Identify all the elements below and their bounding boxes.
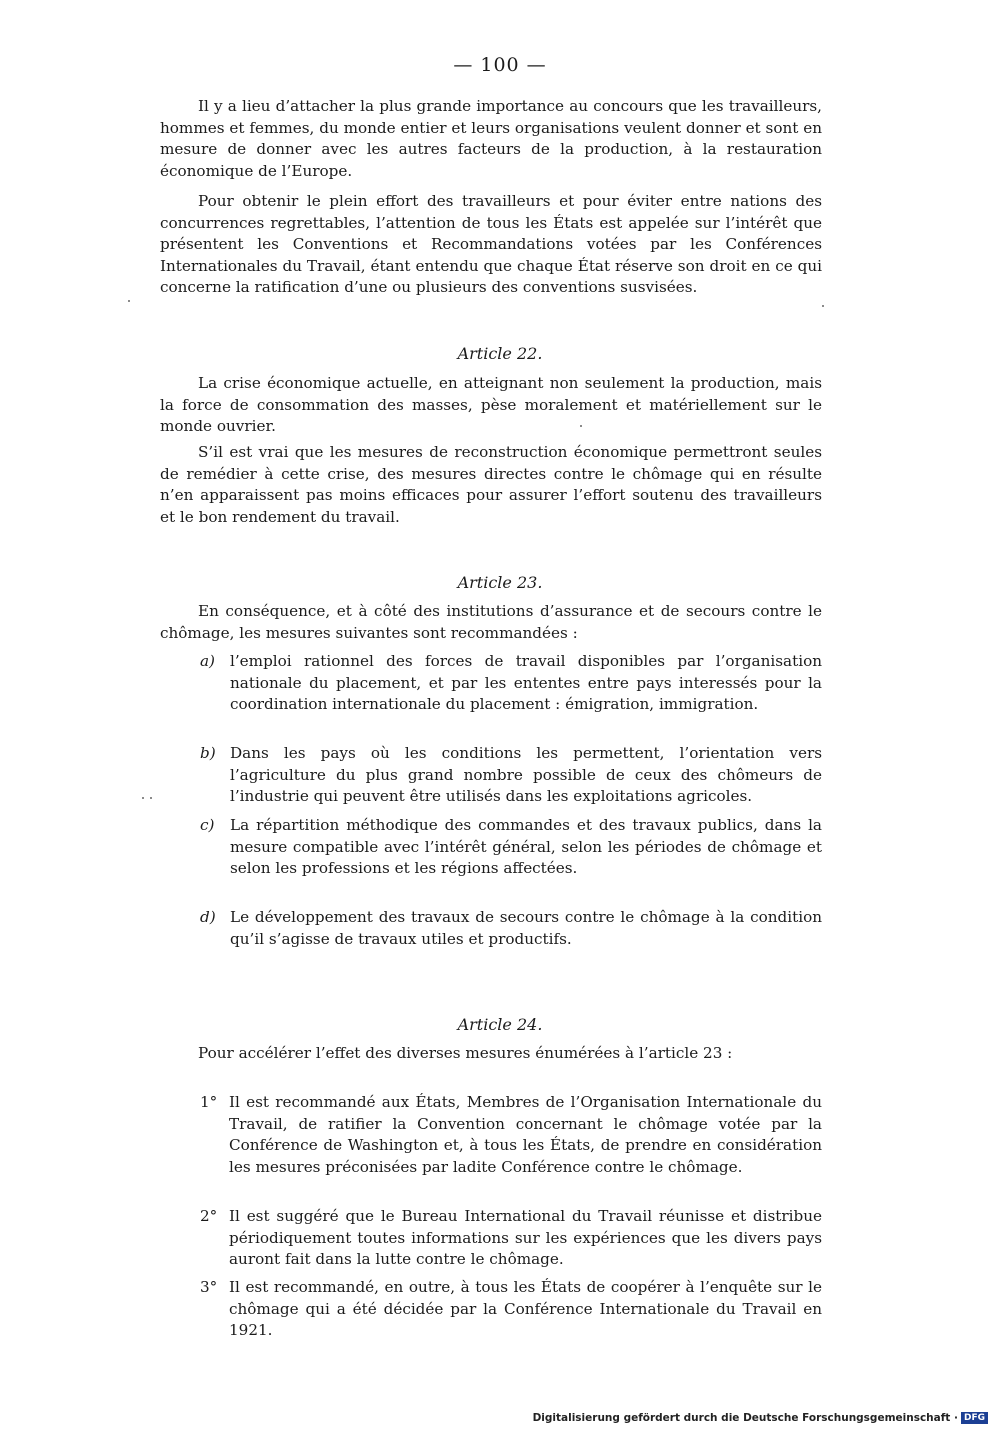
scan-speck xyxy=(580,425,582,427)
list-marker: 3° xyxy=(200,1278,218,1296)
article-paragraph: S’il est vrai que les mesures de reconstruction économique permettront seules de remédier à cette crise, des mesures directes contre le chômage qui en résulte n’en apparaissent pas moins efficaces pour assurer l’effort soutenu des travailleurs et le bon rendement du travail. xyxy=(160,443,822,526)
dfg-logo-icon: DFG xyxy=(961,1412,988,1424)
list-marker: 1° xyxy=(200,1093,218,1111)
list-marker: c) xyxy=(200,816,215,834)
list-item-text: Dans les pays où les conditions les permettent, l’orientation vers l’agriculture du plus grand nombre possible de ceux des chômeurs de l’industrie qui peuvent être utilisés dans les exploitations agricoles. xyxy=(230,744,822,806)
article-24-heading: Article 24. xyxy=(457,1015,543,1034)
list-marker: 2° xyxy=(200,1207,218,1225)
list-item xyxy=(200,743,822,808)
article-22-paragraph-1 xyxy=(160,373,822,438)
list-item xyxy=(200,907,822,950)
scan-speck xyxy=(150,797,152,799)
article-23-intro xyxy=(160,601,822,644)
intro-paragraph: Il y a lieu d’attacher la plus grande importance au concours que les travailleurs, hommes et femmes, du monde entier et leurs organisations veulent donner et sont en mesure de donner avec les autres facteurs de la production, à la restauration économique de l’Europe. xyxy=(160,97,822,180)
list-marker: a) xyxy=(200,652,215,670)
scan-speck xyxy=(128,300,130,302)
list-item-text: Il est recommandé, en outre, à tous les États de coopérer à l’enquête sur le chômage qui a été décidée par la Conférence Internationale du Travail en 1921. xyxy=(229,1278,822,1340)
list-marker: b) xyxy=(200,744,216,762)
intro-paragraph: Pour obtenir le plein effort des travailleurs et pour éviter entre nations des concurrences regrettables, l’attention de tous les États est appelée sur l’intérêt que présentent les Conventions et Recommandations votées par les Conférences Internationales du Travail, étant entendu que chaque État réserve son droit en ce qui concerne la ratification d’une ou plusieurs des conventions susvisées. xyxy=(160,192,822,297)
intro-section xyxy=(160,96,822,182)
article-23-heading: Article 23. xyxy=(457,573,543,592)
page-number: — 100 — xyxy=(453,54,547,76)
article-paragraph: En conséquence, et à côté des institutions d’assurance et de secours contre le chômage, les mesures suivantes sont recommandées : xyxy=(160,602,822,642)
list-item-text: La répartition méthodique des commandes et des travaux publics, dans la mesure compatible avec l’intérêt général, selon les périodes de chômage et selon les professions et les régions affectées. xyxy=(230,816,822,878)
list-item xyxy=(200,815,822,880)
list-item xyxy=(200,651,822,716)
footer-text: Digitalisierung gefördert durch die Deutsche Forschungsgemeinschaft · xyxy=(532,1412,958,1424)
article-22-paragraph-2 xyxy=(160,442,822,528)
article-paragraph: La crise économique actuelle, en atteignant non seulement la production, mais la force de consommation des masses, pèse moralement et matériellement sur le monde ouvrier. xyxy=(160,374,822,436)
digitization-footer xyxy=(533,1412,988,1424)
list-item-text: Le développement des travaux de secours contre le chômage à la condition qu’il s’agisse de travaux utiles et productifs. xyxy=(230,908,822,948)
intro-section-2 xyxy=(160,191,822,299)
numbered-item xyxy=(200,1277,822,1342)
article-paragraph: Pour accélérer l’effet des diverses mesures énumérées à l’article 23 : xyxy=(198,1044,733,1062)
numbered-item xyxy=(200,1092,822,1178)
article-22-heading: Article 22. xyxy=(457,344,543,363)
list-item-text: l’emploi rationnel des forces de travail disponibles par l’organisation nationale du placement, et par les ententes entre pays interessés pour la coordination internationale du placement : émigration, immigration. xyxy=(230,652,822,714)
article-24-intro xyxy=(160,1043,822,1065)
list-item-text: Il est suggéré que le Bureau International du Travail réunisse et distribue périodiquement toutes informations sur les expériences que les divers pays auront fait dans la lutte contre le chômage. xyxy=(229,1207,822,1269)
numbered-item xyxy=(200,1206,822,1271)
scan-speck xyxy=(142,797,144,799)
list-marker: d) xyxy=(200,908,216,926)
scan-speck xyxy=(822,305,824,307)
list-item-text: Il est recommandé aux États, Membres de l’Organisation Internationale du Travail, de ratifier la Convention concernant le chômage votée par la Conférence de Washington et, à tous les États, de prendre en considération les mesures préconisées par ladite Conférence contre le chômage. xyxy=(229,1093,822,1176)
